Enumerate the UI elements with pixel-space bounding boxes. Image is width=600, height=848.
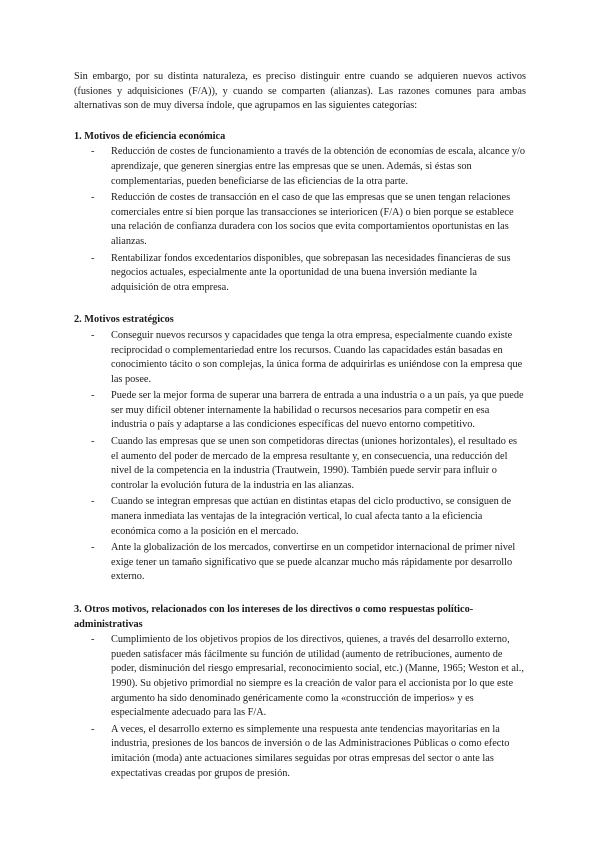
section-title: 3. Otros motivos, relacionados con los intereses de los directivos o como respuestas político-administrativas xyxy=(74,604,474,630)
dash-bullet: - xyxy=(91,390,95,402)
bullet-list xyxy=(74,633,526,781)
list-item xyxy=(74,541,526,585)
dash-bullet: - xyxy=(91,252,95,264)
dash-bullet: - xyxy=(91,634,95,646)
item-text: Puede ser la mejor forma de superar una barrera de entrada a una industria o a un país, ya que puede ser muy difícil obtener internamente la habilidad o recursos necesarios para competir en esa industria o país y adaptarse a las condiciones específicas del nuevo entorno competitivo. xyxy=(111,390,524,431)
list-item xyxy=(74,435,526,493)
section-title: 2. Motivos estratégicos xyxy=(74,314,174,326)
list-item xyxy=(74,191,526,249)
list-item xyxy=(74,252,526,296)
list-item xyxy=(74,495,526,539)
item-text: Ante la globalización de los mercados, convertirse en un competidor internacional de primer nivel exige tener un tamaño significativo que se puede alcanzar mucho más rápidamente por desarrollo externo. xyxy=(111,542,516,583)
list-item xyxy=(74,723,526,781)
dash-bullet: - xyxy=(91,146,95,158)
dash-bullet: - xyxy=(91,329,95,341)
document-page xyxy=(74,70,526,799)
dash-bullet: - xyxy=(91,723,95,735)
item-text: Cuando las empresas que se unen son competidoras directas (uniones horizontales), el resultado es el aumento del poder de mercado de la empresa resultante y, en consecuencia, una reducción del nivel de la competencia en la industria (Trautwein, 1990). También puede servir para influir o controlar la evolución futura de la industria en las alianzas. xyxy=(111,436,518,491)
bullet-list xyxy=(74,329,526,585)
list-item xyxy=(74,633,526,721)
list-item xyxy=(74,329,526,387)
item-text: Cuando se integran empresas que actúan en distintas etapas del ciclo productivo, se consiguen de manera inmediata las ventajas de la integración vertical, lo cual afecta tanto a la eficiencia económica como a la posición en el mercado. xyxy=(111,496,512,537)
dash-bullet: - xyxy=(91,496,95,508)
section-efficiency xyxy=(74,130,526,296)
item-text: Rentabilizar fondos excedentarios disponibles, que sobrepasan las necesidades financieras de sus negocios actuales, especialmente ante la oportunidad de una buena inversión mediante la adquisición de otra empresa. xyxy=(111,252,511,293)
item-text: Conseguir nuevos recursos y capacidades que tenga la otra empresa, especialmente cuando existe reciprocidad o complementariedad entre los recursos. Cuando las capacidades están basadas en conocimiento tácito o son complejas, la única forma de adquirirlas es uniéndose con la empresa que las posee. xyxy=(111,329,523,385)
section-strategic xyxy=(74,313,526,585)
intro-paragraph: Sin embargo, por su distinta naturaleza, es preciso distinguir entre cuando se adquieren nuevos activos (fusiones y adquisiciones (F/A)), y cuando se comparten (alianzas). Las razones comunes para ambas alternativas son de muy diversa índole, que agrupamos en las siguientes categorías: xyxy=(74,71,526,112)
item-text: Cumplimiento de los objetivos propios de los directivos, quienes, a través del desarrollo externo, pueden satisfacer más fácilmente su función de utilidad (aumento de retribuciones, aumento de poder, disminución del riesgo empresarial, reconocimiento social, etc.) (Manne, 1965; Weston et al., 1990). Su objetivo primordial no siempre es la creación de valor para el accionista por lo que este argumento ha sido denominado genéricamente como la «construcción de imperios» y es especialmente adecuado para las F/A. xyxy=(111,634,524,719)
list-item xyxy=(74,145,526,189)
list-item xyxy=(74,389,526,433)
section-other-motives xyxy=(74,603,526,781)
bullet-list xyxy=(74,145,526,295)
dash-bullet: - xyxy=(91,436,95,448)
dash-bullet: - xyxy=(91,192,95,204)
item-text: Reducción de costes de funcionamiento a través de la obtención de economías de escala, alcance y/o aprendizaje, que generen sinergias entre las empresas que se unen. Además, si éstas son complementarias, pueden beneficiarse de las eficiencias de la otra parte. xyxy=(111,146,525,187)
section-title: 1. Motivos de eficiencia económica xyxy=(74,130,226,142)
item-text: A veces, el desarrollo externo es simplemente una respuesta ante tendencias mayoritarias en la industria, presiones de los bancos de inversión o de las Administraciones Públicas o como efecto imitación (moda) ante actuaciones similares seguidas por otras empresas del sector o ante las expectativas creadas por grupos de presión. xyxy=(111,723,510,779)
item-text: Reducción de costes de transacción en el caso de que las empresas que se unen tengan relaciones comerciales entre sí bien porque las transacciones se interioricen (F/A) o bien porque se establece una relación de confianza duradera con los socios que evita comportamientos oportunistas en las alianzas. xyxy=(111,192,514,247)
dash-bullet: - xyxy=(91,542,95,554)
